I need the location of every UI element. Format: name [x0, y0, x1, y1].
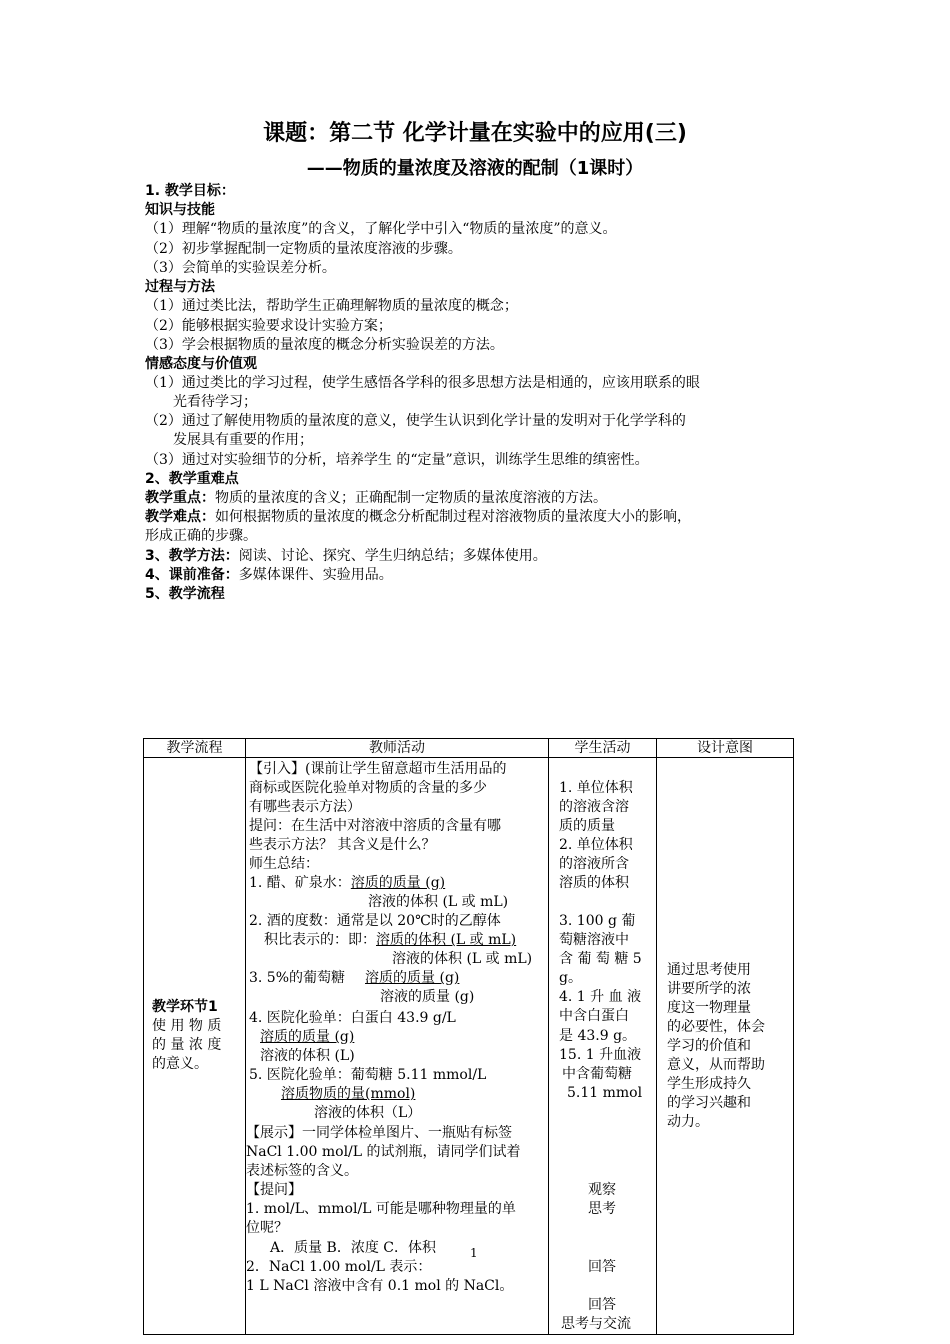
fraction-denominator: 溶液的体积 (L 或 mL): [392, 951, 533, 967]
emotion-heading: 情感态度与价值观: [145, 356, 257, 372]
header-teacher: 教师活动: [246, 739, 549, 758]
focus-line: [145, 489, 607, 507]
process-item: （1）通过类比法，帮助学生正确理解物质的量浓度的概念；: [145, 298, 518, 314]
fraction-numerator: 溶质的质量 (g): [260, 1029, 355, 1045]
difficulty-line: [145, 508, 691, 526]
teacher-line: 师生总结：: [249, 856, 319, 872]
emotion-item: （1）通过类比的学习过程，使学生感悟各学科的很多思想方法是相通的，应该用联系的眼: [145, 375, 700, 391]
header-student: 学生活动: [549, 739, 657, 758]
header-intent: 设计意图: [657, 739, 794, 758]
student-line: 思考: [588, 1201, 616, 1217]
student-line: 是 43.9 g。: [559, 1028, 637, 1044]
teacher-line-label: 1. 醋、矿泉水：: [249, 875, 351, 891]
teacher-line: 【提问】: [246, 1182, 302, 1198]
teacher-line: 提问：在生活中对溶液中溶质的含量有哪: [249, 818, 501, 834]
student-line: 质的质量: [559, 818, 615, 834]
difficulty-text: 如何根据物质的量浓度的概念分析配制过程对溶液物质的量浓度大小的影响，: [215, 509, 691, 525]
intent-cell: [657, 758, 794, 1335]
student-line: 中含白蛋白: [559, 1008, 629, 1024]
focus-text: 物质的量浓度的含义；正确配制一定物质的量浓度溶液的方法。: [215, 490, 607, 506]
student-line: 溶质的体积: [559, 875, 629, 891]
teacher-line: 2. 酒的度数：通常是以 20℃时的乙醇体: [249, 913, 501, 929]
emotion-item-cont: 光看待学习；: [173, 394, 257, 410]
teacher-line: 表述标签的含义。: [246, 1163, 358, 1179]
intent-line: 的学习兴趣和: [667, 1095, 751, 1111]
focus-label: 教学重点：: [145, 490, 215, 506]
teacher-line: [264, 931, 516, 949]
student-line: 思考与交流: [561, 1316, 631, 1332]
fraction-numerator: 溶质的质量 (g): [365, 970, 460, 986]
intent-line: 讲要所学的浓: [667, 981, 751, 997]
teacher-line: 【引入】(课前让学生留意超市生活用品的: [249, 761, 507, 777]
intent-line: 意义，从而帮助: [667, 1057, 765, 1073]
difficulty-text-cont: 形成正确的步骤。: [145, 528, 257, 544]
teacher-line: 1. mol/L、mmol/L 可能是哪种物理量的单: [246, 1201, 516, 1217]
student-line: 2. 单位体积: [559, 837, 633, 853]
student-line: 含 葡 萄 糖 5: [559, 951, 642, 967]
emotion-item: （2）通过了解使用物质的量浓度的意义，使学生认识到化学计量的发明对于化学学科的: [145, 413, 686, 429]
intent-line: 学习的价值和: [667, 1038, 751, 1054]
page-title: 课题：第二节 化学计量在实验中的应用(三): [263, 121, 687, 146]
stage-text: 的 量 浓 度: [152, 1037, 222, 1053]
intent-line: 的必要性，体会: [667, 1019, 765, 1035]
methods-text: 阅读、讨论、探究、学生归纳总结；多媒体使用。: [238, 548, 547, 564]
process-heading: 过程与方法: [145, 279, 215, 295]
table-row: [144, 758, 794, 1335]
process-item: （2）能够根据实验要求设计实验方案；: [145, 318, 392, 334]
methods-line: [145, 547, 547, 565]
knowledge-heading: 知识与技能: [145, 202, 215, 218]
knowledge-item: （2）初步掌握配制一定物质的量浓度溶液的步骤。: [145, 241, 462, 257]
methods-label: 3、教学方法：: [145, 548, 239, 564]
student-line: 4. 1 升 血 液: [559, 989, 642, 1005]
student-line: 3. 100 g 葡: [559, 913, 636, 929]
fraction-denominator: 溶液的体积 (L 或 mL): [368, 894, 509, 910]
student-line: 15. 1 升血液: [559, 1047, 642, 1063]
process-item: （3）学会根据物质的量浓度的概念分析实验误差的方法。: [145, 337, 504, 353]
page-number: 1: [470, 1246, 478, 1260]
fraction-denominator: 溶液的体积 (L): [260, 1048, 355, 1064]
student-line: 中含葡萄糖: [562, 1066, 632, 1082]
header-flow: 教学流程: [144, 739, 246, 758]
student-line: 回答: [588, 1297, 616, 1313]
teacher-line: 些表示方法？ 其含义是什么？: [249, 837, 436, 853]
teacher-line: 2．NaCl 1.00 mol/L 表示：: [246, 1259, 432, 1275]
emotion-item-cont: 发展具有重要的作用；: [173, 432, 313, 448]
prep-label: 4、课前准备：: [145, 567, 239, 583]
flow-heading: 5、教学流程: [145, 586, 225, 602]
student-line: 回答: [588, 1259, 616, 1275]
goals-heading: 1. 教学目标：: [145, 183, 235, 199]
key-points-heading: 2、教学重难点: [145, 471, 239, 487]
fraction-denominator: 溶液的体积（L）: [314, 1105, 422, 1121]
teacher-line: NaCl 1.00 mol/L 的试剂瓶，请同学们试着: [246, 1144, 521, 1160]
fraction-denominator: 溶液的质量 (g): [380, 989, 475, 1005]
teacher-line: 4. 医院化验单：白蛋白 43.9 g/L: [249, 1010, 456, 1026]
teacher-line: 位呢？: [246, 1220, 288, 1236]
student-line: 观察: [588, 1182, 616, 1198]
emotion-item: （3）通过对实验细节的分析，培养学生 的“定量”意识，训练学生思维的缜密性。: [145, 452, 649, 468]
student-line: 的溶液含溶: [559, 799, 629, 815]
table-header-row: [144, 739, 794, 758]
teacher-line: 1 L NaCl 溶液中含有 0.1 mol 的 NaCl。: [246, 1278, 514, 1294]
teaching-flow-table: [143, 738, 794, 1335]
intent-line: 动力。: [667, 1114, 709, 1130]
knowledge-item: （1）理解“物质的量浓度”的含义，了解化学中引入“物质的量浓度”的意义。: [145, 221, 617, 237]
prep-line: [145, 566, 393, 584]
student-line: g。: [559, 970, 582, 986]
fraction-numerator: 溶质的体积 (L 或 mL): [376, 932, 517, 948]
student-cell: [549, 758, 657, 1335]
teacher-line-label: 积比表示的：即：: [264, 932, 376, 948]
teacher-line: 商标或医院化验单对物质的含量的多少: [249, 780, 487, 796]
teacher-line: 【展示】一同学体检单图片、一瓶贴有标签: [246, 1125, 512, 1141]
teacher-line: 5. 医院化验单：葡萄糖 5.11 mmol/L: [249, 1067, 487, 1083]
student-line: 1. 单位体积: [559, 780, 633, 796]
knowledge-item: （3）会简单的实验误差分析。: [145, 260, 336, 276]
stage-cell: [144, 758, 246, 1335]
stage-text: 的意义。: [152, 1056, 208, 1072]
fraction-numerator: 溶质的质量 (g): [350, 875, 446, 891]
teacher-line: [249, 969, 459, 987]
intent-line: 学生形成持久: [667, 1076, 751, 1092]
intent-line: 通过思考使用: [667, 962, 751, 978]
teacher-line: 有哪些表示方法）: [249, 799, 361, 815]
stage-title: 教学环节1: [152, 999, 218, 1015]
prep-text: 多媒体课件、实验用品。: [238, 567, 393, 583]
intent-line: 度这一物理量: [667, 1000, 751, 1016]
student-line: 的溶液所含: [559, 856, 629, 872]
difficulty-label: 教学难点：: [145, 509, 215, 525]
teacher-cell: [246, 758, 549, 1335]
fraction-numerator: 溶质物质的量(mmol): [281, 1086, 416, 1102]
student-line: 萄糖溶液中: [559, 932, 629, 948]
teacher-line: [249, 874, 445, 892]
stage-text: 使 用 物 质: [152, 1018, 222, 1034]
page-subtitle: ——物质的量浓度及溶液的配制（1课时）: [306, 158, 644, 179]
teacher-line: A．质量 B．浓度 C．体积: [270, 1240, 437, 1256]
teacher-line-label: 3. 5%的葡萄糖: [249, 970, 346, 986]
student-line: 5.11 mmol: [567, 1085, 643, 1101]
